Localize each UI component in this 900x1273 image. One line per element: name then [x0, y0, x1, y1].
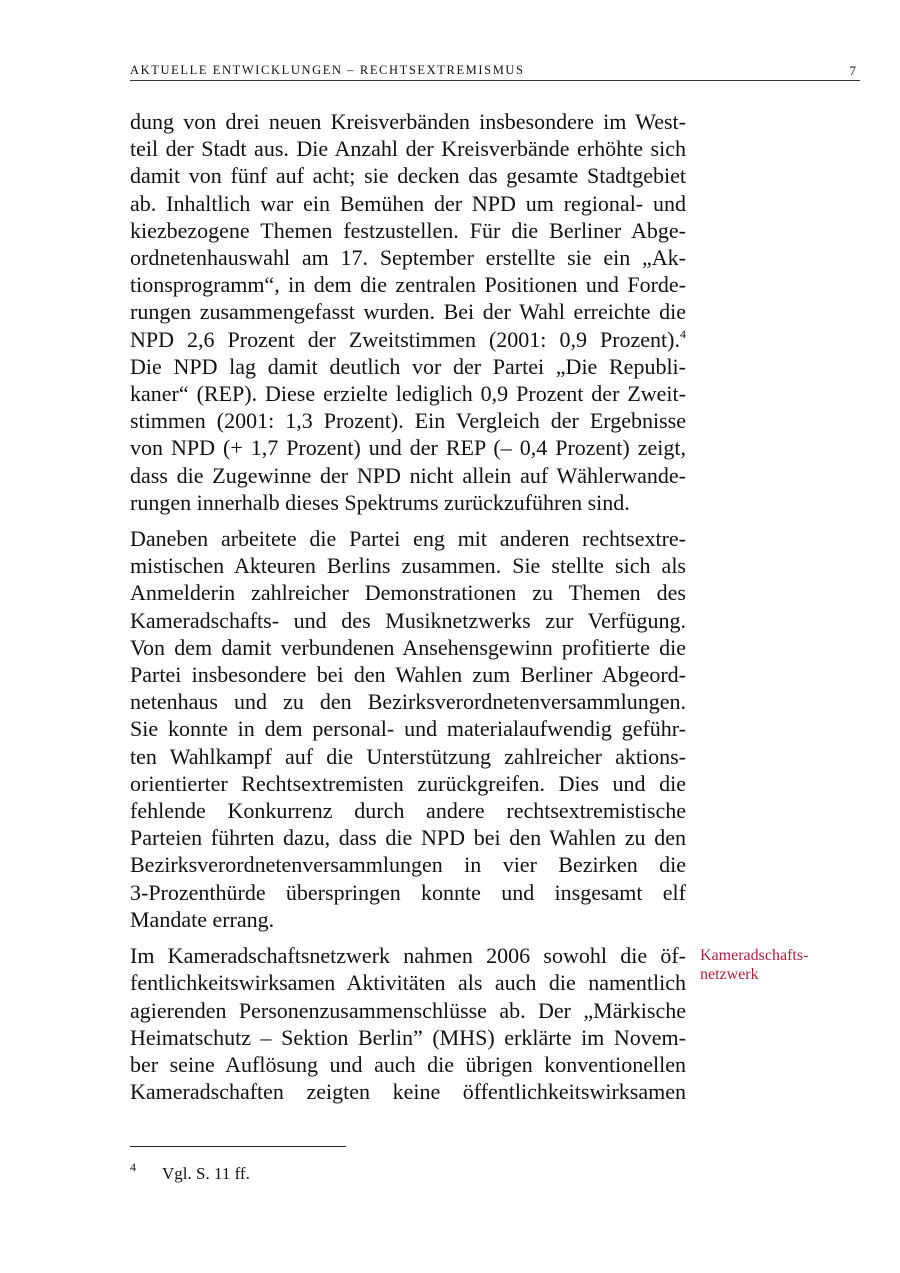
text-line: damit von fünf auf acht; sie decken das gesamte Stadtgebiet [130, 163, 686, 189]
text-line: 3-Prozenthürde überspringen konnte und insgesamt elf [130, 879, 686, 905]
text-line: agierenden Personenzusammenschlüsse ab. Der „Märkische [130, 997, 686, 1023]
text-line: rungen innerhalb dieses Spektrums zurückzuführen sind. [130, 489, 630, 515]
text-line: dass die Zugewinne der NPD nicht allein auf Wählerwande- [130, 462, 686, 488]
text-line: fentlichkeitswirksamen Aktivitäten als auch die namentlich [130, 970, 686, 996]
text-line: Partei insbesondere bei den Wahlen zum Berliner Abgeord- [130, 662, 686, 688]
footnote-text: Vgl. S. 11 ff. [162, 1164, 250, 1183]
text-line: ordnetenhauswahl am 17. September erstellte sie ein „Ak- [130, 245, 686, 271]
text-line: ten Wahlkampf auf die Unterstützung zahlreicher aktions- [130, 743, 686, 769]
text-line: Kameradschafts- und des Musiknetzwerks zur Verfügung. [130, 607, 686, 633]
text-line: mistischen Akteuren Berlins zusammen. Sie stellte sich als [130, 553, 686, 579]
text-line: Parteien führten dazu, dass die NPD bei den Wahlen zu den [130, 825, 686, 851]
footnote-divider [130, 1146, 346, 1147]
text-line: dung von drei neuen Kreisverbänden insbesondere im West- [130, 109, 686, 134]
paragraph-2 [130, 525, 686, 933]
footnote-number: 4 [130, 1160, 136, 1174]
text-line: Sie konnte in dem personal- und materialaufwendig geführ- [130, 716, 686, 742]
footnote-reference[interactable]: 4 [680, 326, 686, 341]
text-line: ber seine Auflösung und auch die übrigen konventionellen [130, 1051, 686, 1077]
text-line: rungen zusammengefasst wurden. Bei der Wahl erreichte die [130, 299, 686, 325]
text-line: orientierter Rechtsextremisten zurückgreifen. Dies und die [130, 770, 686, 796]
text-line: Anmelderin zahlreicher Demonstrationen zu Themen des [130, 580, 686, 606]
text-line: kiezbezogene Themen festzustellen. Für die Berliner Abge- [130, 217, 686, 243]
text-line: Die NPD lag damit deutlich vor der Partei „Die Republi- [130, 353, 686, 379]
running-header [130, 62, 860, 81]
text-line: Kameradschaften zeigten keine öffentlichkeitswirksamen [130, 1079, 686, 1105]
body-text [130, 108, 686, 1114]
text-line: Von dem damit verbundenen Ansehensgewinn profitierte die [130, 634, 686, 660]
text-line: Daneben arbeitete die Partei eng mit anderen rechtsextre- [130, 526, 686, 552]
paragraph-1 [130, 108, 686, 516]
header-title: AKTUELLE ENTWICKLUNGEN – RECHTSEXTREMISMUS [130, 63, 525, 77]
text-line: von NPD (+ 1,7 Prozent) und der REP (– 0,4 Prozent) zeigt, [130, 435, 686, 461]
text-line: fehlende Konkurrenz durch andere rechtsextremistische [130, 798, 686, 824]
paragraph-3 [130, 942, 686, 1105]
text-line: teil der Stadt aus. Die Anzahl der Kreisverbände erhöhte sich [130, 136, 686, 162]
text-line: Mandate errang. [130, 906, 275, 932]
text-line: Heimatschutz – Sektion Berlin” (MHS) erklärte im Novem- [130, 1024, 686, 1050]
text-line: ab. Inhaltlich war ein Bemühen der NPD um regional- und [130, 190, 686, 216]
text-line: tionsprogramm“, in dem die zentralen Positionen und Forde- [130, 272, 686, 298]
marginal-note [700, 946, 840, 984]
text-line: NPD 2,6 Prozent der Zweitstimmen (2001: 0,9 Prozent). [130, 326, 680, 352]
marginal-note-line: Kameradschafts- [700, 947, 809, 964]
text-line: netenhaus und zu den Bezirksverordnetenversammlungen. [130, 689, 686, 715]
text-line: stimmen (2001: 1,3 Prozent). Ein Vergleich der Ergebnisse [130, 408, 686, 434]
text-line-with-footnote [130, 326, 686, 353]
marginal-note-line: netzwerk [700, 966, 759, 983]
text-line: kaner“ (REP). Diese erzielte lediglich 0,9 Prozent der Zweit- [130, 381, 686, 407]
page-number: 7 [849, 63, 856, 78]
text-line: Im Kameradschaftsnetzwerk nahmen 2006 sowohl die öf- [130, 943, 686, 969]
text-line: Bezirksverordnetenversammlungen in vier Bezirken die [130, 852, 686, 878]
